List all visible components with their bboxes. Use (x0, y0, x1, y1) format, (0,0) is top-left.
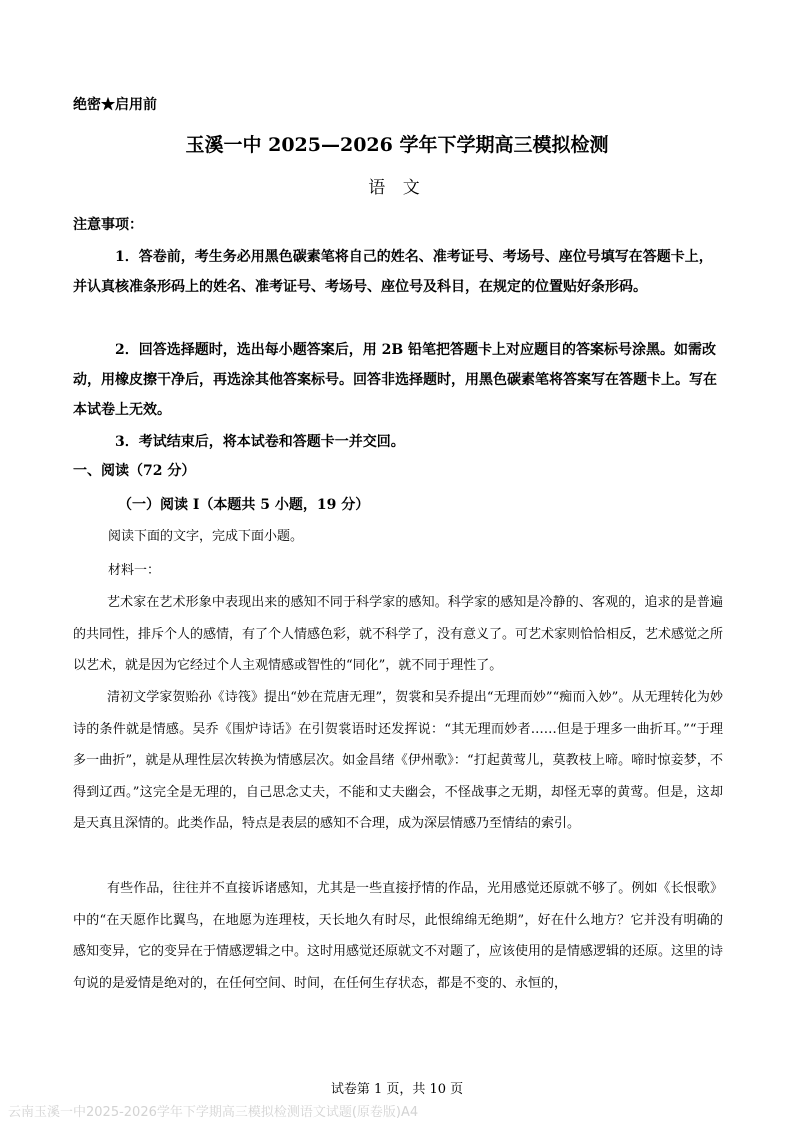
passage-paragraph: 清初文学家贺贻孙《诗筏》提出“妙在荒唐无理”，贺裳和吴乔提出“无理而妙”“痴而入妙”。从无理转化为妙诗的条件就是情感。吴乔《围炉诗话》在引贺裳语时还发挥说：“其无理而妙者……但是于理多一曲折耳。”“于理多一曲折”，就是从理性层次转换为情感层次。如金昌绪《伊州歌》：“打起黄莺儿，莫教枝上啼。啼时惊妾梦，不得到辽西。”这完全是无理的，自己思念丈夫，不能和丈夫幽会，不怪战事之无期，却怪无辜的黄莺。但是，这却是天真且深情的。此类作品，特点是表层的感知不合理，成为深层情感乃至情结的索引。 (73, 690, 723, 831)
notice-item: 1．答卷前，考生务必用黑色碳素笔将自己的姓名、准考证号、考场号、座位号填写在答题卡上，并认真核准条形码上的姓名、准考证号、考场号、座位号及科目，在规定的位置贴好条形码。 (73, 249, 713, 295)
subsection-heading: （一）阅读 I（本题共 5 小题，19 分） (118, 497, 370, 513)
confidential-label: 绝密★启用前 (73, 97, 157, 113)
document-watermark: 云南玉溪一中2025-2026学年下学期高三模拟检测语文试题(原卷版)A4 (8, 1105, 419, 1120)
reading-instruction: 阅读下面的文字，完成下面小题。 (108, 529, 304, 544)
notice-item: 3．考试结束后，将本试卷和答题卡一并交回。 (115, 434, 405, 450)
subject-title: 语 文 (368, 178, 426, 198)
notice-heading: 注意事项： (73, 217, 143, 233)
material-label: 材料一： (108, 563, 161, 578)
exam-title: 玉溪一中 2025—2026 学年下学期高三模拟检测 (185, 134, 609, 156)
section-heading: 一、阅读（72 分） (73, 463, 196, 479)
passage-paragraph: 有些作品，往往并不直接诉诸感知，尤其是一些直接抒情的作品，光用感觉还原就不够了。例如《长恨歌》中的“在天愿作比翼鸟，在地愿为连理枝，天长地久有时尽，此恨绵绵无绝期”，好在什么地方？它并没有明确的感知变异，它的变异在于情感逻辑之中。这时用感觉还原就文不对题了，应该使用的是情感逻辑的还原。这里的诗句说的是爱情是绝对的，在任何空间、时间，在任何生存状态，都是不变的、永恒的， (73, 881, 724, 991)
page-number: 试卷第 1 页，共 10 页 (330, 1082, 464, 1097)
notice-item: 2．回答选择题时，选出每小题答案后，用 2B 铅笔把答题卡上对应题目的答案标号涂黑。如需改动，用橡皮擦干净后，再选涂其他答案标号。回答非选择题时，用黑色碳素笔将答案写在答题卡上。写在本试卷上无效。 (73, 342, 717, 418)
passage-paragraph: 艺术家在艺术形象中表现出来的感知不同于科学家的感知。科学家的感知是冷静的、客观的，追求的是普遍的共同性，排斥个人的感情，有了个人情感色彩，就不科学了，没有意义了。可艺术家则恰恰相反，艺术感觉之所以艺术，就是因为它经过个人主观情感或智性的“同化”，就不同于理性了。 (73, 595, 724, 673)
